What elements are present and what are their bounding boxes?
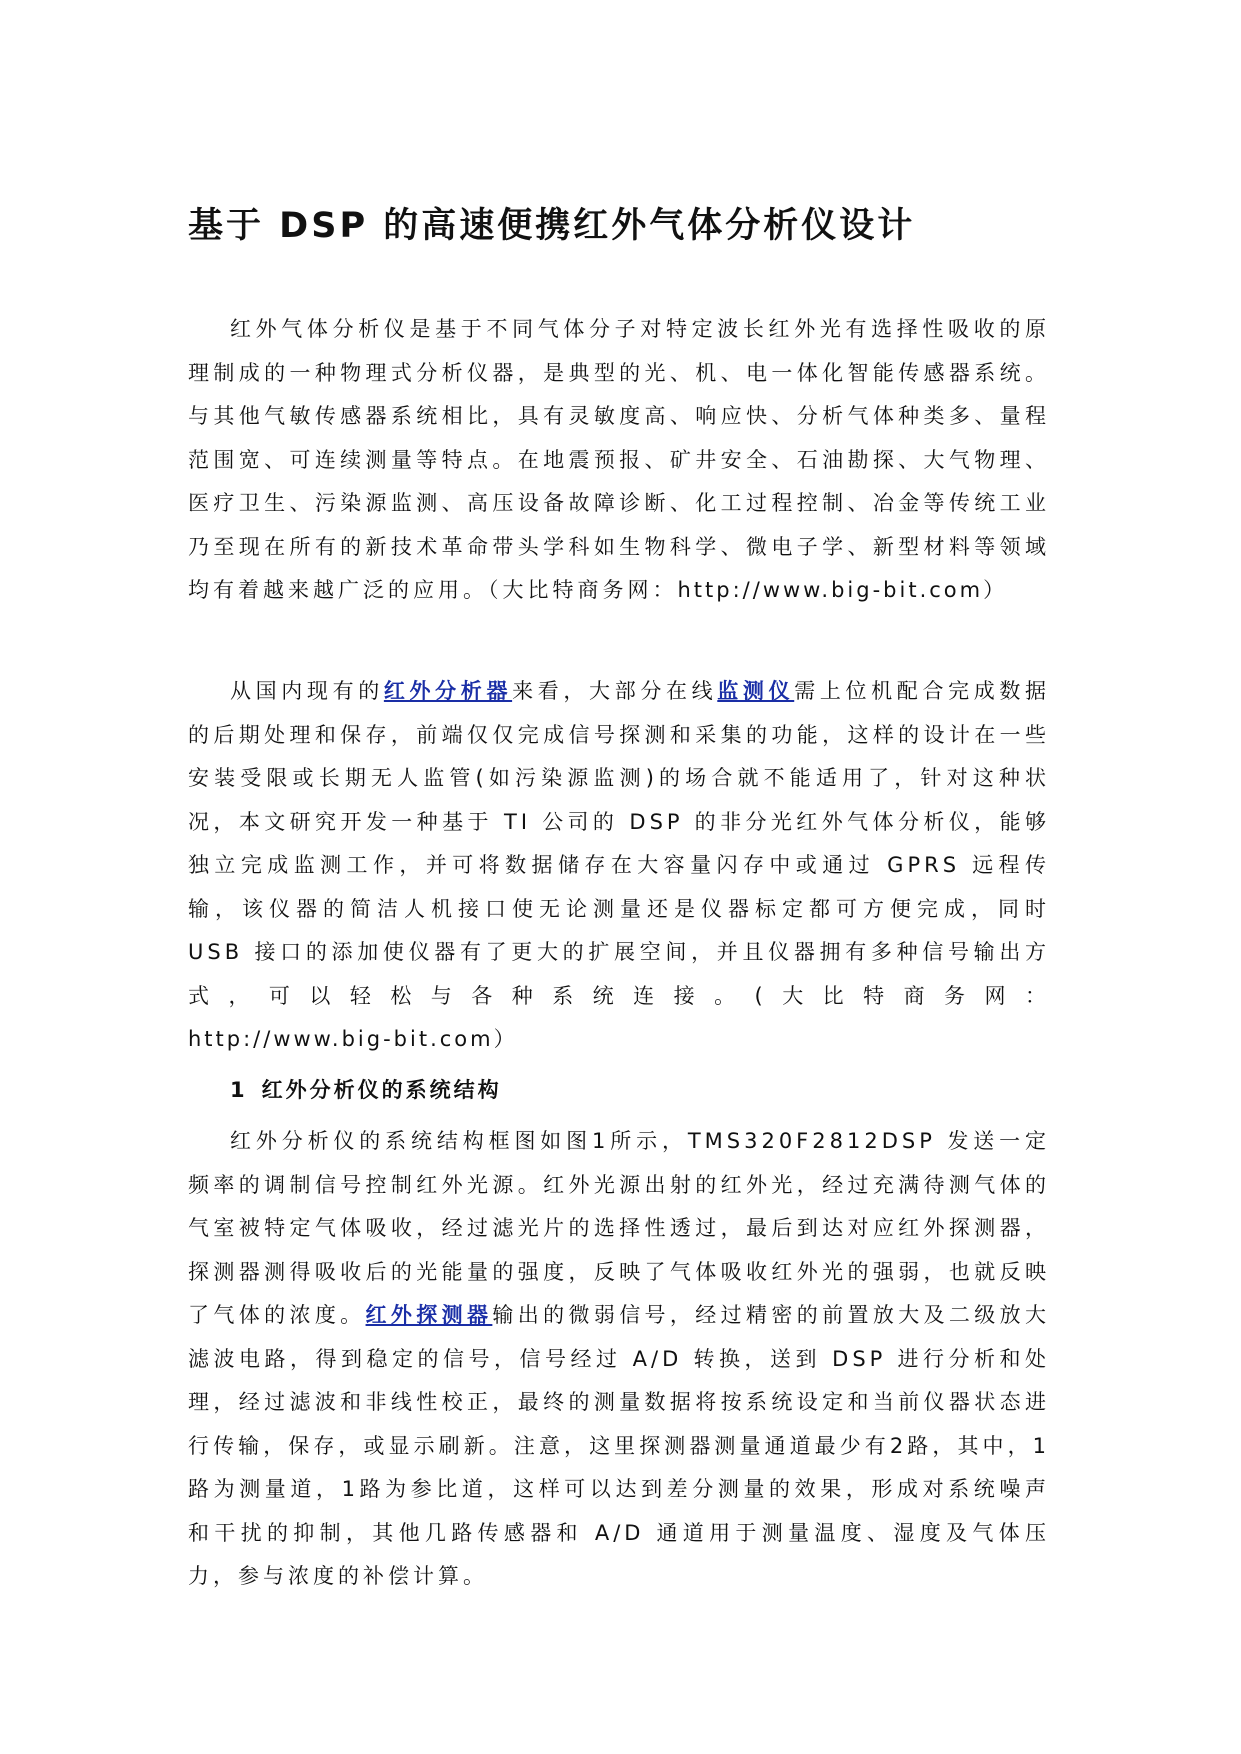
system-structure-paragraph [188,1120,1050,1599]
source-url: http://www.big-bit.com） [677,578,1008,602]
structure-text-2: 输出的微弱信号，经过精密的前置放大及二级放大滤波电路，得到稳定的信号，信号经过 A/D 转换，送到 DSP 进行分析和处理，经过滤波和非线性校正，最终的测量数据将按系统设定和当前仪器状态进行传输，保存，或显示刷新。注意，这里探测器测量通道最少有2路，其中，1路为测量道，1路为参比道，这样可以达到差分测量的效果，形成对系统噪声和干扰的抑制，其他几路传感器和 A/D 通道用于测量温度、湿度及气体压力，参与浓度的补偿计算。 [188,1303,1051,1588]
monitor-link[interactable]: 监测仪 [717,679,795,703]
section-title: 红外分析仪的系统结构 [261,1078,502,1102]
background-text-3: 需上位机配合完成数据的后期处理和保存，前端仅仅完成信号探测和采集的功能，这样的设计在一些安装受限或长期无人监管(如污染源监测)的场合就不能适用了，针对这种状况，本文研究开发一种基于 TI 公司的 DSP 的非分光红外气体分析仪，能够独立完成监测工作，并可将数据储存在大容量闪存中或通过 GPRS 远程传输，该仪器的简洁人机接口使无论测量还是仪器标定都可方便完成，同时 USB 接口的添加使仪器有了更大的扩展空间，并且仪器拥有多种信号输出方式，可以轻松与各种系统连接。(大比特商务网： [188,679,1051,1008]
structure-text-1: 红外分析仪的系统结构框图如图1所示，TMS320F2812DSP 发送一定频率的调制信号控制红外光源。红外光源出射的红外光，经过充满待测气体的气室被特定气体吸收，经过滤光片的选择性透过，最后到达对应红外探测器，探测器测得吸收后的光能量的强度，反映了气体吸收红外光的强弱，也就反映了气体的浓度。 [188,1129,1050,1327]
infrared-analyzer-link[interactable]: 红外分析器 [383,679,513,703]
intro-paragraph [188,308,1050,613]
background-text-1: 从国内现有的 [230,679,384,703]
source-url: http://www.big-bit.com） [188,1027,518,1051]
section-heading [230,1070,502,1110]
section-number: 1 [230,1078,248,1102]
background-paragraph [188,670,1050,1062]
infrared-detector-link[interactable]: 红外探测器 [365,1303,493,1327]
intro-paragraph-text: 红外气体分析仪是基于不同气体分子对特定波长红外光有选择性吸收的原理制成的一种物理式分析仪器，是典型的光、机、电一体化智能传感器系统。与其他气敏传感器系统相比，具有灵敏度高、响应快、分析气体种类多、量程范围宽、可连续测量等特点。在地震预报、矿井安全、石油勘探、大气物理、医疗卫生、污染源监测、高压设备故障诊断、化工过程控制、冶金等传统工业乃至现在所有的新技术革命带头学科如生物科学、微电子学、新型材料等领域均有着越来越广泛的应用。（大比特商务网： [188,317,1050,602]
document-title: 基于 DSP 的高速便携红外气体分析仪设计 [188,206,916,246]
background-text-2: 来看，大部分在线 [512,679,718,703]
